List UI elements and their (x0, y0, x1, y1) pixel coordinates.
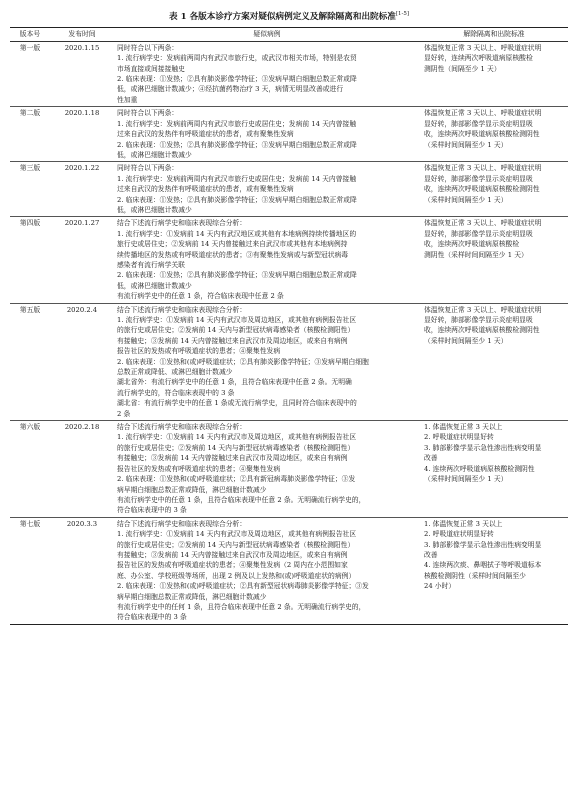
definition-line: 有接触史；③发病前 14 天内曾接触过来自武汉市及周边地区，或来自有病例 (117, 454, 348, 463)
criteria-line: 体温恢复正常 3 天以上、呼吸道症状明 (424, 109, 542, 118)
definition-line: 过来自武汉的发热伴有呼吸道症状的患者，或有聚集性发病 (117, 130, 294, 139)
definition-line: 的旅行史或居住史；②发病前 14 天内与新型冠状病毒感染者（核酸检测阳性） (117, 443, 355, 452)
suspected-case-definition-cell (114, 421, 420, 518)
definition-line: 湖北省外：有流行病学史中的任意 1 条，且符合临床表现中任意 2 条。无明确 (117, 378, 352, 387)
header-row (10, 27, 568, 41)
criteria-line: 3. 肺部影像学显示急性渗出性病变明显 (424, 540, 542, 549)
definition-line: 2. 临床表现：①发热和(或)呼吸道症状；②具有肺炎影像学特征；③发病早期白细胞 (117, 357, 369, 366)
definition-line: 同时符合以下两条： (117, 109, 179, 118)
release-criteria-cell (420, 217, 568, 303)
criteria-line: 体温恢复正常 3 天以上、呼吸道症状明 (424, 164, 542, 173)
definition-line: 有接触史；③发病前 14 天内曾接触过来自武汉市及周边地区，或来自有病例 (117, 336, 348, 345)
table-row (10, 517, 568, 624)
criteria-line: （采样时间间隔至少 1 天） (424, 475, 508, 484)
release-criteria-cell (420, 107, 568, 162)
definition-line: 结合下述流行病学史和临床表现综合分析： (117, 519, 247, 528)
definition-line: 1. 流行病学史：发病前两周内有武汉市旅行史或居住史；发病前 14 天内曾接触 (117, 174, 357, 183)
definition-line: 2 条 (117, 409, 131, 418)
suspected-case-definition-cell (114, 162, 420, 217)
release-criteria-cell (420, 162, 568, 217)
criteria-line: 收，连续两次呼吸道病原核酸检 (424, 240, 520, 249)
version-cell: 第二版 (10, 107, 50, 162)
criteria-line: 1. 体温恢复正常 3 天以上 (424, 519, 503, 528)
definition-line: 1. 流行病学史：①发病前 14 天内有武汉地区或其他有本地病例持续传播地区的 (117, 229, 357, 238)
definition-line: 总数正常或降低、或淋巴细胞计数减少 (117, 368, 233, 377)
release-date-cell: 2020.2.4 (50, 303, 114, 420)
release-date-cell: 2020.3.3 (50, 517, 114, 624)
table-row (10, 41, 568, 106)
version-cell: 第一版 (10, 41, 50, 106)
definition-line: 低，或淋巴细胞计数减少 (117, 281, 192, 290)
definition-line: 湖北省：有流行病学史中的任意 1 条或无流行病学史，且同时符合临床表现中的 (117, 399, 357, 408)
definition-line: 同时符合以下两条： (117, 164, 179, 173)
criteria-line: （采样时间间隔至少 1 天） (424, 195, 508, 204)
criteria-line: 收，连续两次呼吸道病原核酸检测阴性 (424, 326, 540, 335)
criteria-line: 2. 呼吸道症状明显好转 (424, 530, 494, 539)
release-date-cell: 2020.1.27 (50, 217, 114, 303)
definition-line: 2. 临床表现：①发热；②具有肺炎影像学特征；③发病早期白细胞总数正常或降 (117, 140, 357, 149)
table-row (10, 421, 568, 518)
definition-line: 有流行病学史中的任意 1 条，符合临床表现中任意 2 条 (117, 292, 284, 301)
criteria-table (10, 27, 568, 625)
table-header (10, 27, 568, 41)
version-cell: 第五版 (10, 303, 50, 420)
header-date: 发布时间 (50, 27, 114, 41)
criteria-line: 核酸检测阴性（采样时间间隔至少 (424, 571, 526, 580)
table-row (10, 303, 568, 420)
criteria-line: 改善 (424, 454, 438, 463)
criteria-line: 收，连续两次呼吸道病原核酸检测阴性 (424, 130, 540, 139)
definition-line: 2. 临床表现：①发热；②具有肺炎影像学特征；③发病早期白细胞总数正常或降 (117, 75, 357, 84)
table-title-reference: [1-5] (395, 11, 409, 17)
criteria-line: 4. 连续两次呼吸道病原核酸检测阴性 (424, 464, 535, 473)
definition-line: 有接触史；③发病前 14 天内曾接触过来自武汉市及周边地区，或来自有病例 (117, 550, 348, 559)
definition-line: 报告社区的发热或有呼吸道症状的患者；④聚集性发病 (117, 464, 281, 473)
criteria-line: 3. 肺部影像学显示急性渗出性病变明显 (424, 443, 542, 452)
definition-line: 低，或淋巴细胞计数减少 (117, 205, 192, 214)
suspected-case-definition-cell (114, 217, 420, 303)
definition-line: 旅行史或居住史；②发病前 14 天内曾接触过来自武汉市或其他有本地病例持 (117, 240, 348, 249)
header-suspected-cases: 疑似病例 (114, 27, 420, 41)
table-title-text: 表 1 各版本诊疗方案对疑似病例定义及解除隔离和出院标准 (169, 11, 396, 22)
definition-line: 2. 临床表现：①发热和(或)呼吸道症状；②具有新型冠状病毒肺炎影像学特征；③发 (117, 582, 369, 591)
definition-line: 报告社区的发热或有呼吸道症状的患者；④聚集性发病（2 周内在小范围如家 (117, 561, 348, 570)
suspected-case-definition-cell (114, 41, 420, 106)
criteria-line: 体温恢复正常 3 天以上、呼吸道症状明 (424, 219, 542, 228)
criteria-line: 测阴性（间隔至少 1 天） (424, 64, 501, 73)
definition-line: 结合下述流行病学史和临床表现综合分析： (117, 305, 247, 314)
criteria-line: 收，连续两次呼吸道病原核酸检测阴性 (424, 185, 540, 194)
definition-line: 同时符合以下两条： (117, 43, 179, 52)
version-cell: 第四版 (10, 217, 50, 303)
definition-line: 庭、办公室、学校班级等场所，出现 2 例及以上发热和(或)呼吸道症状的病例） (117, 571, 356, 580)
definition-line: 病早期白细胞总数正常或降低，淋巴细胞计数减少 (117, 592, 267, 601)
criteria-line: 1. 体温恢复正常 3 天以上 (424, 423, 503, 432)
table-body (10, 41, 568, 624)
criteria-line: 2. 呼吸道症状明显好转 (424, 433, 494, 442)
definition-line: 1. 流行病学史：发病前两周内有武汉市旅行史，或武汉市相关市场，特别是农贸 (117, 54, 357, 63)
definition-line: 1. 流行病学史：①发病前 14 天内有武汉市及周边地区，或其他有病例报告社区 (117, 530, 357, 539)
definition-line: 2. 临床表现：①发热；②具有肺炎影像学特征；③发病早期白细胞总数正常或降 (117, 195, 357, 204)
header-release-criteria: 解除隔离和出院标准 (420, 27, 568, 41)
criteria-line: 体温恢复正常 3 天以上、呼吸道症状明 (424, 43, 542, 52)
definition-line: 低，或淋巴细胞计数减少；④经抗菌药物治疗 3 天，病情无明显改善或进行 (117, 85, 344, 94)
criteria-line: 测阴性（采样时间间隔至少 1 天） (424, 250, 528, 259)
criteria-line: 显好转，肺部影像学显示炎症明显吸 (424, 119, 533, 128)
definition-line: 的旅行史或居住史；②发病前 14 天内与新型冠状病毒感染者（核酸检测阳性） (117, 326, 355, 335)
definition-line: 过来自武汉的发热伴有呼吸道症状的患者，或有聚集性发病 (117, 185, 294, 194)
criteria-line: 改善 (424, 550, 438, 559)
criteria-line: 体温恢复正常 3 天以上、呼吸道症状明 (424, 305, 542, 314)
suspected-case-definition-cell (114, 517, 420, 624)
table-row (10, 217, 568, 303)
definition-line: 续传播地区的发热或有呼吸道症状的患者；③有聚集性发病或与新型冠状病毒 (117, 250, 349, 259)
release-criteria-cell (420, 41, 568, 106)
definition-line: 符合临床表现中的 3 条 (117, 613, 187, 622)
definition-line: 性加重 (117, 95, 138, 104)
version-cell: 第七版 (10, 517, 50, 624)
criteria-line: （采样时间间隔至少 1 天） (424, 336, 508, 345)
criteria-line: 显好转，连续两次呼吸道病原核酸检 (424, 54, 533, 63)
criteria-line: 显好转，肺部影像学显示炎症明显吸 (424, 316, 533, 325)
definition-line: 病早期白细胞总数正常或降低，淋巴细胞计数减少 (117, 485, 267, 494)
release-date-cell: 2020.1.18 (50, 107, 114, 162)
definition-line: 1. 流行病学史：①发病前 14 天内有武汉市及周边地区，或其他有病例报告社区 (117, 316, 357, 325)
definition-line: 感染者有流行病学关联 (117, 260, 185, 269)
definition-line: 符合临床表现中的 3 条 (117, 506, 187, 515)
header-version: 版本号 (10, 27, 50, 41)
definition-line: 有流行病学史中的任何 1 条，且符合临床表现中任意 2 条。无明确流行病学史的， (117, 602, 366, 611)
criteria-line: 显好转，肺部影像学显示炎症明显吸 (424, 174, 533, 183)
definition-line: 低，或淋巴细胞计数减少 (117, 150, 192, 159)
suspected-case-definition-cell (114, 107, 420, 162)
table-row (10, 162, 568, 217)
definition-line: 市场直接或间接接触史 (117, 64, 185, 73)
release-date-cell: 2020.2.18 (50, 421, 114, 518)
criteria-line: 显好转，肺部影像学显示炎症明显吸 (424, 229, 533, 238)
release-criteria-cell (420, 303, 568, 420)
release-date-cell: 2020.1.15 (50, 41, 114, 106)
definition-line: 流行病学史的，符合临床表现中的 3 条 (117, 388, 235, 397)
table-row (10, 107, 568, 162)
definition-line: 2. 临床表现：①发热；②具有肺炎影像学特征；③发病早期白细胞总数正常或降 (117, 271, 357, 280)
version-cell: 第三版 (10, 162, 50, 217)
suspected-case-definition-cell (114, 303, 420, 420)
definition-line: 1. 流行病学史：①发病前 14 天内有武汉市及周边地区，或其他有病例报告社区 (117, 433, 357, 442)
criteria-line: 4. 连续两次痰、鼻咽拭子等呼吸道标本 (424, 561, 542, 570)
version-cell: 第六版 (10, 421, 50, 518)
release-criteria-cell (420, 517, 568, 624)
criteria-line: 24 小时） (424, 582, 456, 591)
definition-line: 报告社区的发热或有呼吸道症状的患者；④聚集性发病 (117, 347, 281, 356)
definition-line: 2. 临床表现：①发热和(或)呼吸道症状；②具有新冠病毒肺炎影像学特征；③发 (117, 475, 356, 484)
release-date-cell: 2020.1.22 (50, 162, 114, 217)
definition-line: 结合下述流行病学史和临床表现综合分析： (117, 423, 247, 432)
definition-line: 的旅行史或居住史；②发病前 14 天内与新型冠状病毒感染者（核酸检测阳性） (117, 540, 355, 549)
table-title (10, 8, 568, 23)
definition-line: 结合下述流行病学史和临床表现综合分析： (117, 219, 247, 228)
definition-line: 有流行病学史中的任意 1 条，且符合临床表现中任意 2 条。无明确流行病学史的， (117, 495, 366, 504)
definition-line: 1. 流行病学史：发病前两周内有武汉市旅行史或居住史；发病前 14 天内曾接触 (117, 119, 357, 128)
criteria-line: （采样时间间隔至少 1 天） (424, 140, 508, 149)
release-criteria-cell (420, 421, 568, 518)
